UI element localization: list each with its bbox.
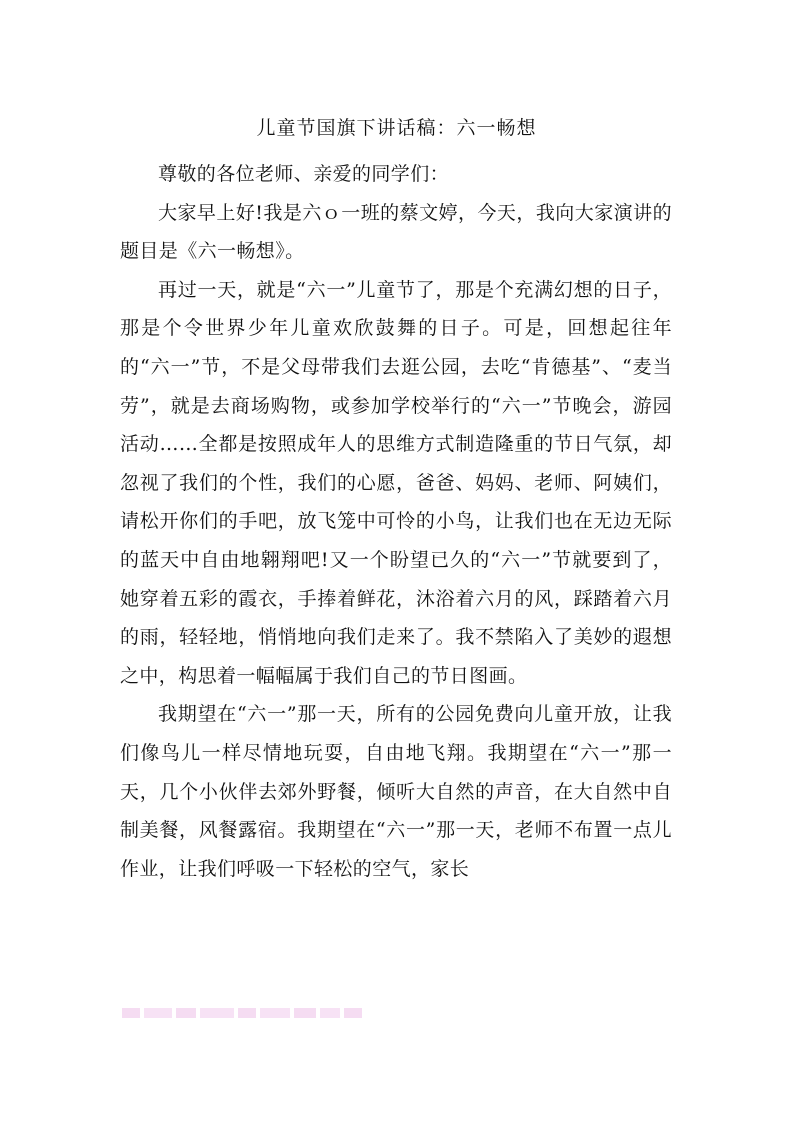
faint-watermark: [122, 1004, 364, 1022]
document-title: 儿童节国旗下讲话稿：六一畅想: [256, 116, 537, 139]
paragraph-reflection: 再过一天，就是“六一”儿童节了，那是个充满幻想的日子，那是个令世界少年儿童欢欣鼓舞的日子。可是，回想起往年的“六一”节，不是父母带我们去逛公园，去吃“肯德基”、“麦当劳”，就是去商场购物，或参加学校举行的“六一”节晚会，游园活动……全都是按照成年人的思维方式制造隆重的节日气氛，却忽视了我们的个性，我们的心愿，爸爸、妈妈、老师、阿姨们，请松开你们的手吧，放飞笼中可怜的小鸟，让我们也在无边无际的蓝天中自由地翱翔吧!又一个盼望已久的“六一”节就要到了，她穿着五彩的霞衣，手捧着鲜花，沐浴着六月的风，踩踏着六月的雨，轻轻地，悄悄地向我们走来了。我不禁陷入了美妙的遐想之中，构思着一幅幅属于我们自己的节日图画。: [120, 278, 672, 687]
paragraph-wishes: 我期望在“六一”那一天，所有的公园免费向儿童开放，让我们像鸟儿一样尽情地玩耍，自由地飞翔。我期望在“六一”那一天，几个小伙伴去郊外野餐，倾听大自然的声音，在大自然中自制美餐，风餐露宿。我期望在“六一”那一天，老师不布置一点儿作业，让我们呼吸一下轻松的空气，家长: [120, 703, 672, 880]
paragraph-greeting: 尊敬的各位老师、亲爱的同学们：: [158, 163, 450, 185]
paragraph-intro: 大家早上好!我是六ｏ一班的蔡文婷，今天，我向大家演讲的题目是《六一畅想》。: [120, 201, 672, 263]
watermark-graphic: [122, 1004, 364, 1022]
document-body: [120, 155, 672, 888]
